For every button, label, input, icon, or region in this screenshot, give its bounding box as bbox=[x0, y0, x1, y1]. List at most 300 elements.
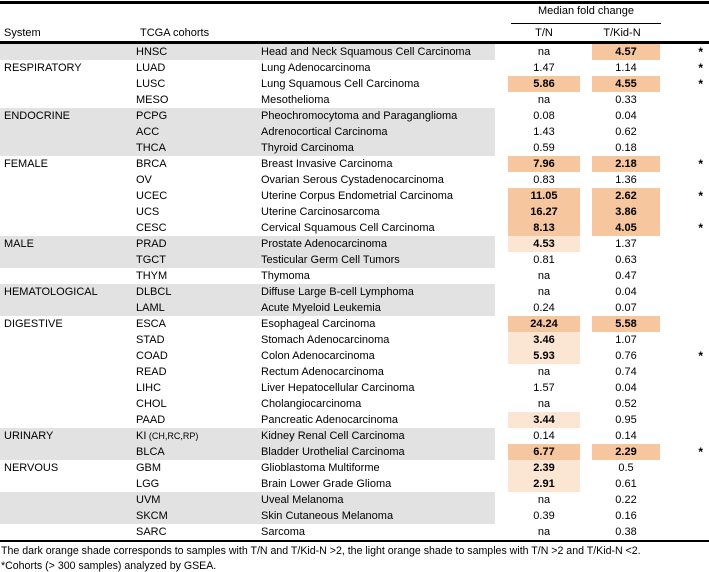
cohort-abbr bbox=[136, 492, 261, 508]
tn-value: 24.24 bbox=[508, 316, 580, 332]
system-label bbox=[0, 220, 136, 236]
row-left-group bbox=[0, 92, 495, 108]
system-label bbox=[0, 188, 136, 204]
row-left-group bbox=[0, 524, 495, 540]
tkn-value: 0.52 bbox=[615, 397, 637, 410]
cohort-abbr-text: HNSC bbox=[136, 45, 168, 58]
cohort-abbr bbox=[136, 108, 261, 124]
cohort-name: Uveal Melanoma bbox=[261, 493, 344, 506]
tkn-value: 4.55 bbox=[592, 76, 660, 92]
column-gap bbox=[495, 380, 508, 396]
significance-star bbox=[660, 412, 709, 428]
tn-value: 0.83 bbox=[533, 173, 555, 186]
column-gap bbox=[580, 300, 592, 316]
cohort-abbr-text: ESCA bbox=[136, 317, 166, 330]
cohort-abbr-text: STAD bbox=[136, 333, 165, 346]
column-gap bbox=[495, 156, 508, 172]
cohort-abbr bbox=[136, 348, 261, 364]
cohort-abbr-text: READ bbox=[136, 365, 167, 378]
column-gap bbox=[495, 60, 508, 76]
column-gap bbox=[580, 316, 592, 332]
system-label bbox=[0, 476, 136, 492]
tkn-value: 4.57 bbox=[592, 44, 660, 60]
cohort-abbr-text: SKCM bbox=[136, 509, 168, 522]
column-gap bbox=[580, 492, 592, 508]
tkn-value: 0.5 bbox=[618, 461, 634, 474]
column-gap bbox=[495, 444, 508, 460]
table-row bbox=[0, 44, 709, 60]
cohort-abbr bbox=[136, 124, 261, 140]
system-label bbox=[0, 204, 136, 220]
cohort-abbr bbox=[136, 252, 261, 268]
tn-value: 0.59 bbox=[533, 141, 555, 154]
row-left-group bbox=[0, 124, 495, 140]
significance-star bbox=[660, 508, 709, 524]
table-row bbox=[0, 460, 709, 476]
significance-star bbox=[660, 332, 709, 348]
column-gap bbox=[580, 140, 592, 156]
column-gap bbox=[580, 460, 592, 476]
column-gap bbox=[580, 412, 592, 428]
cohort-name: Brain Lower Grade Glioma bbox=[261, 477, 392, 490]
cohort-name: Cholangiocarcinoma bbox=[261, 397, 362, 410]
column-gap bbox=[495, 364, 508, 380]
system-label bbox=[0, 44, 136, 60]
significance-star bbox=[660, 460, 709, 476]
column-gap bbox=[495, 316, 508, 332]
group-header-underline bbox=[511, 23, 661, 25]
table-row bbox=[0, 476, 709, 492]
column-header-tkidn: T/Kid-N bbox=[603, 27, 641, 39]
cohort-abbr-suffix: (CH,RC,RP) bbox=[146, 430, 199, 441]
table-bottom-rule bbox=[0, 540, 709, 543]
significance-star: * bbox=[698, 76, 703, 91]
column-gap bbox=[495, 76, 508, 92]
table-body bbox=[0, 44, 709, 540]
tn-value: na bbox=[537, 45, 551, 58]
cohort-abbr bbox=[136, 284, 261, 300]
system-label bbox=[0, 444, 136, 460]
system-label bbox=[0, 252, 136, 268]
system-label: MALE bbox=[4, 237, 34, 250]
column-gap bbox=[580, 332, 592, 348]
column-gap bbox=[580, 236, 592, 252]
row-left-group bbox=[0, 44, 495, 60]
column-gap bbox=[495, 172, 508, 188]
tn-value: 0.39 bbox=[533, 509, 555, 522]
tkn-value: 0.04 bbox=[615, 109, 637, 122]
tn-value: 3.44 bbox=[508, 412, 580, 428]
cohort-name: Acute Myeloid Leukemia bbox=[261, 301, 381, 314]
tn-value: 2.91 bbox=[508, 476, 580, 492]
row-left-group bbox=[0, 108, 495, 124]
row-left-group bbox=[0, 444, 495, 460]
cohort-abbr-text: LUAD bbox=[136, 61, 166, 74]
cohort-name: Rectum Adenocarcinoma bbox=[261, 365, 384, 378]
significance-star bbox=[660, 396, 709, 412]
table-top-rule bbox=[0, 1, 709, 4]
significance-star bbox=[660, 124, 709, 140]
cohort-abbr bbox=[136, 172, 261, 188]
tkn-value: 2.29 bbox=[592, 444, 660, 460]
system-label bbox=[0, 124, 136, 140]
column-gap bbox=[580, 124, 592, 140]
cohort-name: Glioblastoma Multiforme bbox=[261, 461, 380, 474]
tkn-value: 2.62 bbox=[592, 188, 660, 204]
column-gap bbox=[495, 412, 508, 428]
system-label: NERVOUS bbox=[4, 461, 59, 474]
tkn-value: 3.86 bbox=[592, 204, 660, 220]
tkn-value: 0.76 bbox=[615, 349, 637, 362]
column-gap bbox=[580, 524, 592, 540]
cohort-abbr-text: UVM bbox=[136, 493, 161, 506]
system-label: ENDOCRINE bbox=[4, 109, 71, 122]
cohort-abbr-text: LGG bbox=[136, 477, 160, 490]
significance-star bbox=[660, 476, 709, 492]
tkn-value: 1.14 bbox=[615, 61, 637, 74]
table-row bbox=[0, 332, 709, 348]
table-row bbox=[0, 220, 709, 236]
system-label: URINARY bbox=[4, 429, 54, 442]
tn-value: 3.46 bbox=[508, 332, 580, 348]
column-gap bbox=[580, 396, 592, 412]
row-left-group bbox=[0, 220, 495, 236]
row-left-group bbox=[0, 316, 495, 332]
tkn-value: 0.22 bbox=[615, 493, 637, 506]
column-gap bbox=[495, 524, 508, 540]
significance-star bbox=[660, 316, 709, 332]
row-left-group bbox=[0, 140, 495, 156]
tkn-value: 0.04 bbox=[615, 381, 637, 394]
tkn-value: 0.74 bbox=[615, 365, 637, 378]
table-row bbox=[0, 284, 709, 300]
cohort-abbr-text: TGCT bbox=[136, 253, 166, 266]
cohort-name: Colon Adenocarcinoma bbox=[261, 349, 375, 362]
significance-star bbox=[660, 428, 709, 444]
column-gap bbox=[580, 92, 592, 108]
row-left-group bbox=[0, 412, 495, 428]
row-left-group bbox=[0, 428, 495, 444]
tn-value: 1.57 bbox=[533, 381, 555, 394]
system-label bbox=[0, 92, 136, 108]
row-left-group bbox=[0, 364, 495, 380]
table-row bbox=[0, 444, 709, 460]
column-gap bbox=[495, 268, 508, 284]
tkn-value: 0.38 bbox=[615, 525, 637, 538]
cohort-name: Prostate Adenocarcinoma bbox=[261, 237, 387, 250]
significance-star bbox=[660, 364, 709, 380]
column-gap bbox=[495, 108, 508, 124]
column-gap bbox=[495, 476, 508, 492]
cohort-name: Lung Squamous Cell Carcinoma bbox=[261, 77, 420, 90]
column-header-system: System bbox=[4, 27, 41, 39]
cohort-abbr-text: SARC bbox=[136, 525, 167, 538]
cohort-abbr bbox=[136, 396, 261, 412]
table-row bbox=[0, 364, 709, 380]
system-label bbox=[0, 332, 136, 348]
row-left-group bbox=[0, 284, 495, 300]
cohort-abbr bbox=[136, 412, 261, 428]
table-row bbox=[0, 172, 709, 188]
column-gap bbox=[580, 428, 592, 444]
cohort-name: Skin Cutaneous Melanoma bbox=[261, 509, 394, 522]
significance-star bbox=[660, 524, 709, 540]
cohort-abbr-text: LIHC bbox=[136, 381, 162, 394]
cohort-name: Thyroid Carcinoma bbox=[261, 141, 354, 154]
row-left-group bbox=[0, 252, 495, 268]
row-left-group bbox=[0, 156, 495, 172]
tkn-value: 0.33 bbox=[615, 93, 637, 106]
cohort-name: Head and Neck Squamous Cell Carcinoma bbox=[261, 45, 471, 58]
column-gap bbox=[580, 44, 592, 60]
significance-star bbox=[660, 492, 709, 508]
tkn-value: 5.58 bbox=[592, 316, 660, 332]
cohort-name: Adrenocortical Carcinoma bbox=[261, 125, 388, 138]
tn-value: na bbox=[537, 525, 551, 538]
column-header-tn: T/N bbox=[535, 27, 553, 39]
cohort-abbr-text: LAML bbox=[136, 301, 165, 314]
table-row bbox=[0, 124, 709, 140]
tkn-value: 4.05 bbox=[592, 220, 660, 236]
column-header-tcga-cohorts: TCGA cohorts bbox=[140, 27, 210, 39]
significance-star bbox=[660, 236, 709, 252]
cohort-abbr-text: COAD bbox=[136, 349, 168, 362]
tn-value: 11.05 bbox=[508, 188, 580, 204]
cohort-abbr-text: KI bbox=[136, 429, 147, 442]
tn-value: 8.13 bbox=[508, 220, 580, 236]
column-gap bbox=[495, 428, 508, 444]
cohort-name: Pheochromocytoma and Paraganglioma bbox=[261, 109, 458, 122]
cohort-abbr bbox=[136, 236, 261, 252]
tn-value: 5.86 bbox=[508, 76, 580, 92]
row-left-group bbox=[0, 492, 495, 508]
significance-star bbox=[660, 108, 709, 124]
system-label bbox=[0, 268, 136, 284]
row-left-group bbox=[0, 60, 495, 76]
table-row bbox=[0, 316, 709, 332]
tn-value: 6.77 bbox=[508, 444, 580, 460]
system-label: FEMALE bbox=[4, 157, 49, 170]
cohort-abbr bbox=[136, 76, 261, 92]
column-gap bbox=[580, 444, 592, 460]
cohort-abbr bbox=[136, 92, 261, 108]
cohort-abbr-text: OV bbox=[136, 173, 152, 186]
significance-star: * bbox=[698, 188, 703, 203]
column-gap bbox=[495, 92, 508, 108]
row-left-group bbox=[0, 508, 495, 524]
column-gap bbox=[580, 76, 592, 92]
cohort-name: Sarcoma bbox=[261, 525, 306, 538]
cohort-abbr bbox=[136, 300, 261, 316]
table-row bbox=[0, 380, 709, 396]
tn-value: na bbox=[537, 397, 551, 410]
significance-star bbox=[660, 268, 709, 284]
table-row bbox=[0, 156, 709, 172]
system-label: RESPIRATORY bbox=[4, 61, 82, 74]
tn-value: na bbox=[537, 493, 551, 506]
tn-value: 0.81 bbox=[533, 253, 555, 266]
column-gap bbox=[580, 252, 592, 268]
cohort-abbr bbox=[136, 460, 261, 476]
tn-value: 0.24 bbox=[533, 301, 555, 314]
column-gap bbox=[580, 172, 592, 188]
tn-value: 5.93 bbox=[508, 348, 580, 364]
column-gap bbox=[580, 476, 592, 492]
table-row bbox=[0, 268, 709, 284]
cohort-abbr bbox=[136, 60, 261, 76]
tkn-value: 0.95 bbox=[615, 413, 637, 426]
tn-value: 4.53 bbox=[508, 236, 580, 252]
cohort-abbr bbox=[136, 204, 261, 220]
tn-value: 16.27 bbox=[508, 204, 580, 220]
cohort-name: Esophageal Carcinoma bbox=[261, 317, 376, 330]
column-gap bbox=[495, 204, 508, 220]
tkn-value: 0.14 bbox=[615, 429, 637, 442]
tkn-value: 0.16 bbox=[615, 509, 637, 522]
table-row bbox=[0, 204, 709, 220]
cohort-name: Liver Hepatocellular Carcinoma bbox=[261, 381, 415, 394]
column-gap bbox=[495, 44, 508, 60]
significance-star: * bbox=[698, 156, 703, 171]
cohort-name: Stomach Adenocarcinoma bbox=[261, 333, 390, 346]
column-gap bbox=[495, 188, 508, 204]
table-row bbox=[0, 76, 709, 92]
tkn-value: 0.62 bbox=[615, 125, 637, 138]
significance-star bbox=[660, 284, 709, 300]
tkn-value: 0.63 bbox=[615, 253, 637, 266]
column-gap bbox=[580, 284, 592, 300]
row-left-group bbox=[0, 236, 495, 252]
significance-star: * bbox=[698, 348, 703, 363]
cohort-abbr bbox=[136, 380, 261, 396]
column-gap bbox=[580, 348, 592, 364]
cohort-abbr-text: PRAD bbox=[136, 237, 167, 250]
table-row bbox=[0, 188, 709, 204]
column-gap bbox=[580, 60, 592, 76]
table-row bbox=[0, 108, 709, 124]
column-gap bbox=[580, 268, 592, 284]
table-row bbox=[0, 92, 709, 108]
cohort-name: Kidney Renal Cell Carcinoma bbox=[261, 429, 405, 442]
cohort-name: Diffuse Large B-cell Lymphoma bbox=[261, 285, 414, 298]
tn-value: 2.39 bbox=[508, 460, 580, 476]
cohort-abbr bbox=[136, 140, 261, 156]
column-gap bbox=[580, 204, 592, 220]
column-gap bbox=[495, 140, 508, 156]
system-label bbox=[0, 492, 136, 508]
cohort-abbr bbox=[136, 188, 261, 204]
cohort-abbr bbox=[136, 476, 261, 492]
row-left-group bbox=[0, 476, 495, 492]
cohort-abbr-text: PCPG bbox=[136, 109, 168, 122]
column-gap bbox=[495, 332, 508, 348]
cohort-name: Lung Adenocarcinoma bbox=[261, 61, 371, 74]
tkn-value: 2.18 bbox=[592, 156, 660, 172]
row-left-group bbox=[0, 76, 495, 92]
cohort-name: Bladder Urothelial Carcinoma bbox=[261, 445, 405, 458]
cohort-abbr bbox=[136, 316, 261, 332]
column-gap bbox=[495, 252, 508, 268]
system-label bbox=[0, 348, 136, 364]
significance-star bbox=[660, 204, 709, 220]
column-gap bbox=[495, 508, 508, 524]
table-row bbox=[0, 140, 709, 156]
column-gap bbox=[580, 508, 592, 524]
row-left-group bbox=[0, 396, 495, 412]
tn-value: 0.08 bbox=[533, 109, 555, 122]
cohort-abbr bbox=[136, 524, 261, 540]
tn-value: 0.14 bbox=[533, 429, 555, 442]
row-left-group bbox=[0, 348, 495, 364]
cohort-abbr bbox=[136, 332, 261, 348]
tn-value: na bbox=[537, 93, 551, 106]
cohort-name: Uterine Corpus Endometrial Carcinoma bbox=[261, 189, 453, 202]
tn-value: 7.96 bbox=[508, 156, 580, 172]
system-label bbox=[0, 300, 136, 316]
cohort-name: Uterine Carcinosarcoma bbox=[261, 205, 380, 218]
table-row bbox=[0, 412, 709, 428]
cohort-name: Mesothelioma bbox=[261, 93, 330, 106]
system-label bbox=[0, 380, 136, 396]
column-gap bbox=[495, 124, 508, 140]
row-left-group bbox=[0, 300, 495, 316]
column-gap bbox=[495, 492, 508, 508]
table-row bbox=[0, 508, 709, 524]
cohort-abbr-text: BLCA bbox=[136, 445, 165, 458]
cohort-abbr bbox=[136, 508, 261, 524]
table-row bbox=[0, 348, 709, 364]
significance-star bbox=[660, 252, 709, 268]
row-left-group bbox=[0, 188, 495, 204]
column-gap bbox=[495, 236, 508, 252]
cohort-abbr bbox=[136, 428, 261, 444]
cohort-abbr-text: UCEC bbox=[136, 189, 168, 202]
significance-star bbox=[660, 380, 709, 396]
column-gap bbox=[495, 220, 508, 236]
cohort-name: Testicular Germ Cell Tumors bbox=[261, 253, 400, 266]
cohort-abbr-text: THCA bbox=[136, 141, 166, 154]
cohort-name: Breast Invasive Carcinoma bbox=[261, 157, 393, 170]
row-left-group bbox=[0, 380, 495, 396]
tkn-value: 1.07 bbox=[615, 333, 637, 346]
group-header-median-fold-change: Median fold change bbox=[537, 5, 634, 17]
table-row bbox=[0, 492, 709, 508]
row-left-group bbox=[0, 204, 495, 220]
cohort-abbr bbox=[136, 268, 261, 284]
column-gap bbox=[495, 300, 508, 316]
cohort-name: Ovarian Serous Cystadenocarcinoma bbox=[261, 173, 444, 186]
system-label bbox=[0, 76, 136, 92]
cohort-abbr bbox=[136, 44, 261, 60]
system-label bbox=[0, 140, 136, 156]
system-label: HEMATOLOGICAL bbox=[4, 285, 98, 298]
system-label bbox=[0, 412, 136, 428]
cohort-name: Pancreatic Adenocarcinoma bbox=[261, 413, 398, 426]
cohort-abbr bbox=[136, 156, 261, 172]
tn-value: 1.43 bbox=[533, 125, 555, 138]
column-gap bbox=[580, 380, 592, 396]
row-left-group bbox=[0, 172, 495, 188]
column-gap bbox=[495, 284, 508, 300]
cohort-abbr-text: CESC bbox=[136, 221, 167, 234]
column-gap bbox=[580, 364, 592, 380]
column-gap bbox=[495, 396, 508, 412]
table-row bbox=[0, 428, 709, 444]
tkn-value: 0.61 bbox=[615, 477, 637, 490]
column-gap bbox=[580, 156, 592, 172]
tkn-value: 0.04 bbox=[615, 285, 637, 298]
significance-star: * bbox=[698, 60, 703, 75]
